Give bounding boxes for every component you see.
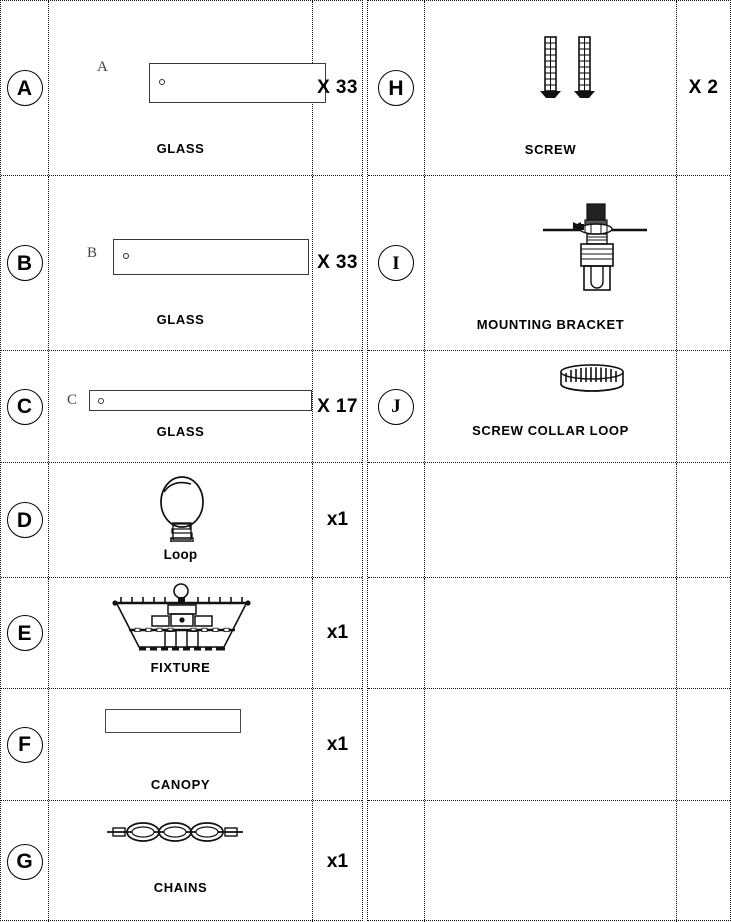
part-badge-b: B <box>7 245 43 281</box>
glass-panel-label-b: B <box>87 245 98 261</box>
row-picture-cell-i <box>425 176 677 350</box>
part-badge-g: G <box>7 844 43 880</box>
row-qty-cell-empty-2 <box>677 578 730 688</box>
part-caption-h: SCREW <box>524 142 577 157</box>
row-letter-cell-c <box>1 351 49 462</box>
row-letter-cell-empty-3 <box>368 689 425 800</box>
row-qty-cell-h <box>677 1 730 175</box>
row-qty-cell-g <box>313 801 362 922</box>
part-badge-d: D <box>7 502 43 538</box>
glass-panel-icon <box>149 63 326 103</box>
part-badge-h: H <box>378 70 414 106</box>
table-row <box>1 463 362 578</box>
fixture-icon <box>99 583 264 658</box>
part-badge-e: E <box>7 615 43 651</box>
part-caption-f: CANOPY <box>150 777 211 792</box>
canopy-icon <box>105 709 241 733</box>
row-letter-cell-i <box>368 176 425 350</box>
part-badge-f: F <box>7 727 43 763</box>
row-picture-cell-empty-4 <box>425 801 677 922</box>
glass-panel-label-c: C <box>67 392 78 408</box>
table-row <box>368 463 730 578</box>
chains-icon <box>105 819 245 845</box>
row-picture-cell-empty-3 <box>425 689 677 800</box>
part-badge-a: A <box>7 70 43 106</box>
table-row <box>1 351 362 463</box>
row-letter-cell-empty-4 <box>368 801 425 922</box>
row-letter-cell-empty-1 <box>368 463 425 577</box>
part-caption-c: GLASS <box>156 424 205 439</box>
part-caption-e: FIXTURE <box>150 660 211 675</box>
row-qty-cell-f <box>313 689 362 800</box>
row-qty-cell-j <box>677 351 730 462</box>
row-qty-cell-empty-4 <box>677 801 730 922</box>
glass-panel-label-a: A <box>97 59 108 75</box>
glass-hole-icon <box>98 398 104 404</box>
glass-hole-icon <box>159 79 165 85</box>
row-letter-cell-f <box>1 689 49 800</box>
part-caption-j: SCREW COLLAR LOOP <box>472 423 629 438</box>
part-caption-g: CHAINS <box>153 880 208 895</box>
parts-table-left <box>0 0 363 921</box>
qty-label-f: x1 <box>326 733 349 755</box>
qty-label-d: x1 <box>326 509 349 530</box>
glass-panel-icon <box>89 390 312 411</box>
table-row <box>1 689 362 801</box>
part-caption-d: Loop <box>163 547 198 562</box>
parts-table-right <box>367 0 731 921</box>
row-qty-cell-d <box>313 463 362 577</box>
row-qty-cell-e <box>313 578 362 688</box>
row-picture-cell-h <box>425 1 677 175</box>
mounting-bracket-icon <box>535 196 655 296</box>
table-row <box>368 351 730 463</box>
row-picture-cell-empty-1 <box>425 463 677 577</box>
row-qty-cell-c <box>313 351 362 462</box>
row-letter-cell-d <box>1 463 49 577</box>
row-qty-cell-i <box>677 176 730 350</box>
screw-collar-loop-icon <box>547 361 637 403</box>
part-caption-i: MOUNTING BRACKET <box>476 317 625 332</box>
qty-label-h: X 2 <box>688 77 719 98</box>
row-qty-cell-a <box>313 1 362 175</box>
table-row <box>368 176 730 351</box>
row-qty-cell-b <box>313 176 362 350</box>
row-picture-cell-e <box>49 578 313 688</box>
qty-label-e: x1 <box>326 622 349 643</box>
row-letter-cell-j <box>368 351 425 462</box>
row-picture-cell-f <box>49 689 313 800</box>
row-picture-cell-g <box>49 801 313 922</box>
row-picture-cell-b <box>49 176 313 350</box>
table-row <box>1 1 362 176</box>
row-qty-cell-empty-1 <box>677 463 730 577</box>
row-picture-cell-c <box>49 351 313 462</box>
table-row <box>368 578 730 689</box>
table-row <box>368 689 730 801</box>
row-picture-cell-empty-2 <box>425 578 677 688</box>
row-letter-cell-b <box>1 176 49 350</box>
table-row <box>368 1 730 176</box>
part-badge-c: C <box>7 389 43 425</box>
table-row <box>1 578 362 689</box>
part-caption-b: GLASS <box>156 312 205 327</box>
glass-panel-icon <box>113 239 309 275</box>
row-picture-cell-a <box>49 1 313 175</box>
row-letter-cell-e <box>1 578 49 688</box>
row-picture-cell-j <box>425 351 677 462</box>
loop-icon <box>147 474 217 542</box>
screw-icon <box>535 35 605 105</box>
table-row <box>1 801 362 922</box>
row-letter-cell-h <box>368 1 425 175</box>
part-badge-j: J <box>378 389 414 425</box>
qty-label-c: X 17 <box>317 395 358 417</box>
row-letter-cell-g <box>1 801 49 922</box>
part-caption-a: GLASS <box>156 141 205 156</box>
qty-label-g: x1 <box>326 850 349 872</box>
glass-hole-icon <box>123 253 129 259</box>
qty-label-a: X 33 <box>317 77 358 98</box>
row-qty-cell-empty-3 <box>677 689 730 800</box>
row-letter-cell-a <box>1 1 49 175</box>
table-row <box>368 801 730 922</box>
part-badge-i: I <box>378 245 414 281</box>
table-row <box>1 176 362 351</box>
row-letter-cell-empty-2 <box>368 578 425 688</box>
row-picture-cell-d <box>49 463 313 577</box>
qty-label-b: X 33 <box>317 252 358 273</box>
